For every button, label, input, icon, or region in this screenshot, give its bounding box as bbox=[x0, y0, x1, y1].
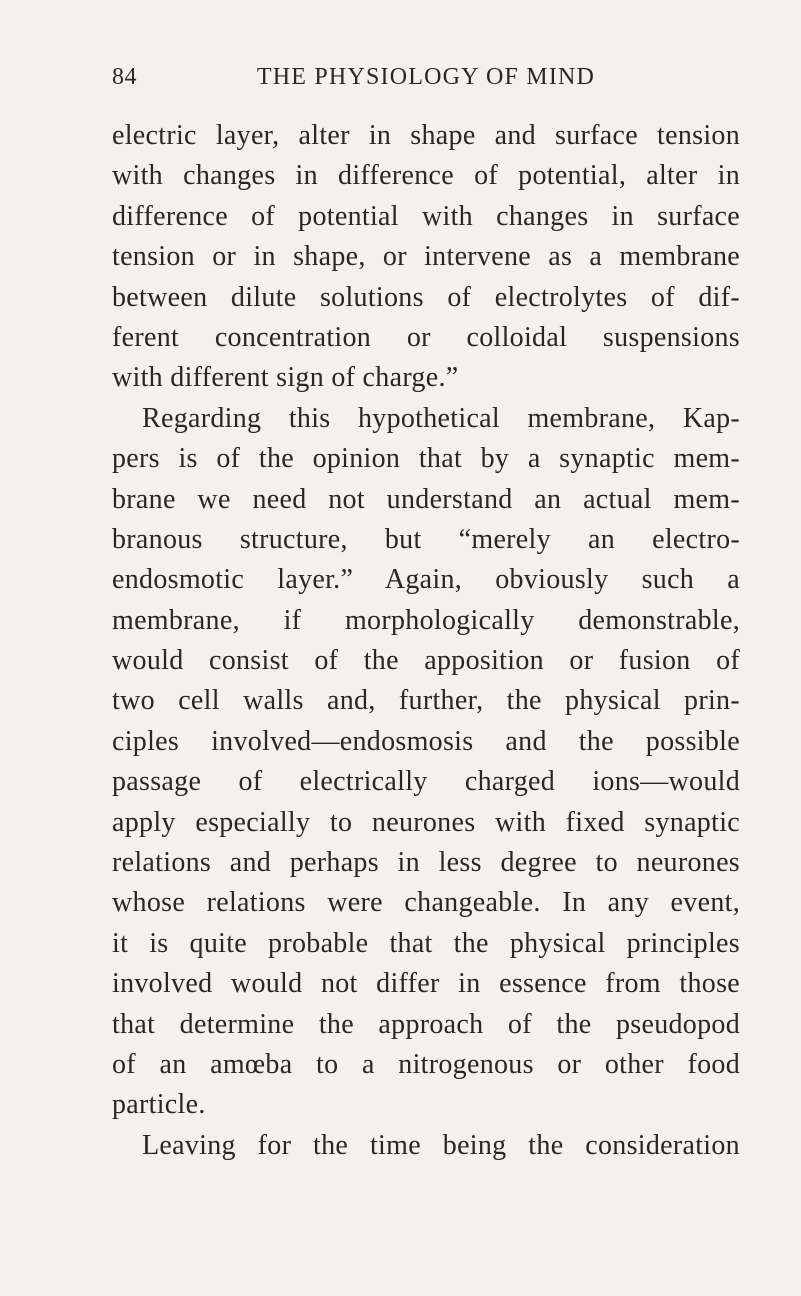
text-line: ciples involved—endosmosis and the possible bbox=[112, 725, 740, 757]
paragraph-2 bbox=[112, 399, 740, 1126]
text-line: passage of electrically charged ions—would bbox=[112, 766, 740, 798]
text-line: endosmotic layer.” Again, obviously such a bbox=[112, 564, 740, 596]
text-line: pers is of the opinion that by a synaptic mem- bbox=[112, 443, 740, 475]
text-line: that determine the approach of the pseudopod bbox=[112, 1008, 740, 1040]
text-line: ferent concentration or colloidal suspensions bbox=[112, 321, 740, 353]
paragraph-1 bbox=[112, 116, 740, 399]
running-head bbox=[112, 64, 740, 98]
text-line: electric layer, alter in shape and surface tension bbox=[112, 120, 740, 151]
text-line: Regarding this hypothetical membrane, Kap- bbox=[142, 402, 740, 434]
text-line: branous structure, but “merely an electro- bbox=[112, 523, 740, 555]
text-line: particle. bbox=[112, 1089, 206, 1121]
text-line: between dilute solutions of electrolytes of dif- bbox=[112, 281, 740, 313]
text-line: of an amœba to a nitrogenous or other food bbox=[112, 1048, 740, 1080]
paragraph-3 bbox=[112, 1126, 740, 1166]
text-line: relations and perhaps in less degree to neurones bbox=[112, 847, 740, 879]
text-line: whose relations were changeable. In any event, bbox=[112, 887, 740, 919]
text-line: involved would not differ in essence from those bbox=[112, 968, 740, 1000]
running-title: THE PHYSIOLOGY OF MIND bbox=[256, 64, 596, 90]
text-line: two cell walls and, further, the physical prin- bbox=[112, 685, 740, 717]
page-number: 84 bbox=[112, 64, 137, 90]
text-line: tension or in shape, or intervene as a membrane bbox=[112, 241, 740, 273]
text-line: brane we need not understand an actual mem- bbox=[112, 483, 740, 515]
text-line: difference of potential with changes in surface bbox=[112, 200, 740, 232]
text-line: apply especially to neurones with fixed synaptic bbox=[112, 806, 740, 838]
text-line: with different sign of charge.” bbox=[112, 362, 459, 394]
text-line: it is quite probable that the physical principles bbox=[112, 927, 740, 959]
text-line: Leaving for the time being the consideration bbox=[142, 1129, 740, 1161]
body-text bbox=[112, 116, 740, 1166]
text-line: with changes in difference of potential, alter in bbox=[112, 160, 740, 192]
text-line: would consist of the apposition or fusion of bbox=[112, 645, 740, 677]
text-line: membrane, if morphologically demonstrable, bbox=[112, 604, 740, 636]
